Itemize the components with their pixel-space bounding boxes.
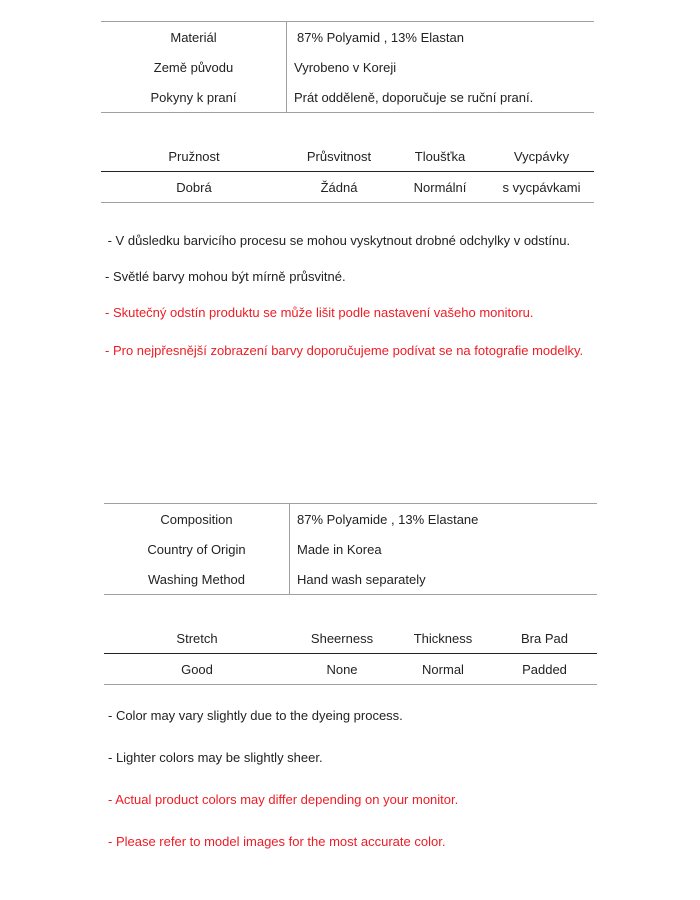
attribute-header: Stretch xyxy=(176,630,218,646)
spec-row xyxy=(101,52,594,82)
care-note: - V důsledku barvicího procesu se mohou vyskytnout drobné odchylky v odstínu. xyxy=(104,233,571,248)
spec-label: Washing Method xyxy=(104,564,290,594)
spec-value: 87% Polyamid , 13% Elastan xyxy=(297,29,464,45)
care-note: - Světlé barvy mohou být mírně průsvitné. xyxy=(105,269,346,284)
attribute-value: s vycpávkami xyxy=(502,179,581,195)
spec-label: Country of Origin xyxy=(104,534,290,564)
spec-value: 87% Polyamide , 13% Elastane xyxy=(297,511,479,527)
care-note: - Lighter colors may be slightly sheer. xyxy=(108,750,323,765)
spec-value: Made in Korea xyxy=(297,541,382,557)
english-spec-table xyxy=(104,503,597,595)
attribute-header: Vycpávky xyxy=(513,148,570,164)
spec-row xyxy=(104,564,597,594)
spec-label: Materiál xyxy=(101,22,287,52)
spec-label: Pokyny k praní xyxy=(101,82,287,112)
attribute-value-row xyxy=(104,654,597,685)
spec-value: Vyrobeno v Koreji xyxy=(294,59,397,75)
attribute-header: Tloušťka xyxy=(414,148,466,164)
spec-row xyxy=(101,82,594,112)
attribute-value: Dobrá xyxy=(176,179,212,195)
attribute-value: Žádná xyxy=(320,179,358,195)
spec-row xyxy=(104,504,597,534)
czech-attribute-table xyxy=(101,141,594,203)
attribute-value-row xyxy=(101,172,594,203)
attribute-header: Pružnost xyxy=(168,148,220,164)
attribute-value: None xyxy=(326,661,358,677)
care-note: - Color may vary slightly due to the dyeing process. xyxy=(108,708,403,723)
color-warning-note: - Please refer to model images for the most accurate color. xyxy=(108,834,446,849)
attribute-header-row xyxy=(101,141,594,172)
spec-value: Prát odděleně, doporučuje se ruční praní. xyxy=(294,89,534,105)
spec-row xyxy=(104,534,597,564)
color-warning-note: - Skutečný odstín produktu se může lišit podle nastavení vašeho monitoru. xyxy=(105,305,534,320)
spec-label: Composition xyxy=(104,504,290,534)
attribute-value: Normal xyxy=(422,661,464,677)
spec-label: Země původu xyxy=(101,52,287,82)
attribute-header: Bra Pad xyxy=(521,630,568,646)
english-attribute-table xyxy=(104,623,597,685)
attribute-header: Sheerness xyxy=(310,630,374,646)
attribute-header: Průsvitnost xyxy=(306,148,372,164)
color-warning-note: - Pro nejpřesnější zobrazení barvy doporučujeme podívat se na fotografie modelky. xyxy=(105,343,584,358)
attribute-value: Normální xyxy=(413,179,467,195)
attribute-value: Good xyxy=(181,661,213,677)
attribute-value: Padded xyxy=(522,661,567,677)
color-warning-note: - Actual product colors may differ depending on your monitor. xyxy=(108,792,459,807)
czech-spec-table xyxy=(101,21,594,113)
spec-row xyxy=(101,22,594,52)
attribute-header-row xyxy=(104,623,597,654)
spec-value: Hand wash separately xyxy=(297,571,426,587)
attribute-header: Thickness xyxy=(413,630,473,646)
